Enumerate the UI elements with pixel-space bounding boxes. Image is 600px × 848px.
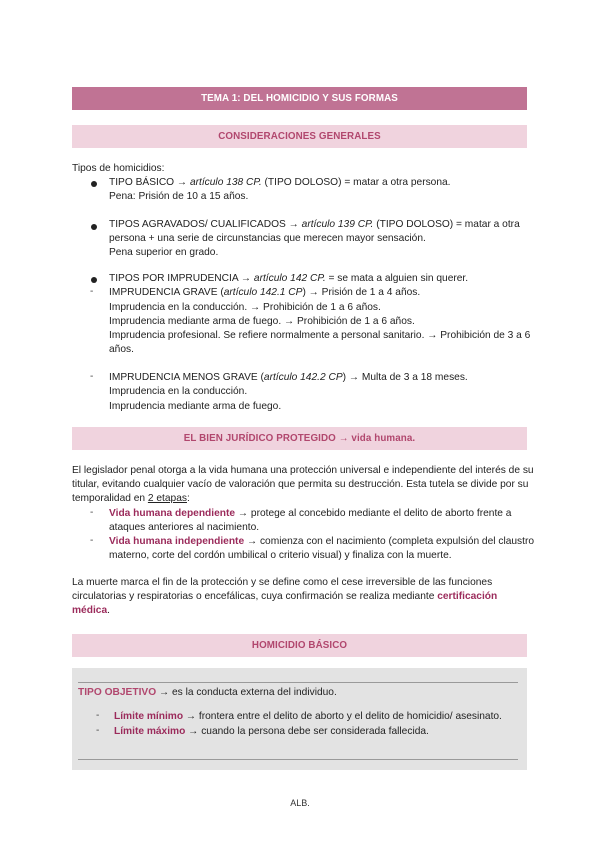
bullet-icon — [91, 224, 97, 230]
imprudencia-menos-grave: IMPRUDENCIA MENOS GRAVE (artículo 142.2 CP) → Multa de 3 a 18 meses. — [109, 372, 468, 383]
bien-juridico-p1-l3: temporalidad en 2 etapas: — [72, 493, 190, 504]
limite-minimo: Límite mínimo → frontera entre el delito de aborto y el delito de homicidio/ asesinato. — [114, 711, 502, 722]
tipos-imprudencia: TIPOS POR IMPRUDENCIA → artículo 142 CP. = se mata a alguien sin querer. — [109, 273, 469, 284]
dash-icon: - — [96, 710, 100, 721]
imprudencia-grave-l3: Imprudencia mediante arma de fuego. → Prohibición de 1 a 6 años. — [109, 316, 415, 327]
vida-dependiente-l2: ataques anteriores al nacimiento. — [109, 522, 260, 533]
muerte-p-l2: circulatorias y respiratorias o encefálicas, cuya confirmación se realiza mediante certificación — [72, 591, 498, 602]
section-title-consideraciones: CONSIDERACIONES GENERALES — [72, 125, 527, 148]
tipo-objetivo: TIPO OBJETIVO → es la conducta externa del individuo. — [78, 687, 337, 698]
limite-maximo: Límite máximo → cuando la persona debe ser considerada fallecida. — [114, 726, 429, 737]
bien-juridico-p1-l1: El legislador penal otorga a la vida humana una protección universal e independiente del interés de su — [72, 465, 534, 476]
tipos-agravados: TIPOS AGRAVADOS/ CUALIFICADOS → artículo 139 CP. (TIPO DOLOSO) = matar a otra — [109, 219, 520, 230]
vida-dependiente: Vida humana dependiente → protege al concebido mediante el delito de aborto frente a — [109, 508, 512, 519]
dash-icon: - — [90, 371, 94, 382]
tipos-agravados-pena: Pena superior en grado. — [109, 247, 219, 258]
imprudencia-grave: IMPRUDENCIA GRAVE (artículo 142.1 CP) → Prisión de 1 a 4 años. — [109, 287, 421, 298]
document-title: TEMA 1: DEL HOMICIDIO Y SUS FORMAS — [72, 87, 527, 110]
tipo-basico: TIPO BÁSICO → artículo 138 CP. (TIPO DOLOSO) = matar a otra persona. — [109, 177, 451, 188]
imprudencia-menos-grave-l3: Imprudencia mediante arma de fuego. — [109, 401, 282, 412]
vida-independiente: Vida humana independiente → comienza con el nacimiento (completa expulsión del claustro — [109, 536, 535, 547]
vida-independiente-l2: materno, corte del cordón umbilical o criterio visual) y finaliza con la muerte. — [109, 550, 452, 561]
divider — [78, 682, 518, 683]
dash-icon: - — [90, 286, 94, 297]
intro-text: Tipos de homicidios: — [72, 163, 165, 174]
imprudencia-grave-l5: años. — [109, 344, 134, 355]
footer-initials: ALB. — [290, 798, 310, 808]
muerte-p-l1: La muerte marca el fin de la protección y se define como el cese irreversible de las funciones — [72, 577, 493, 588]
tipo-basico-pena: Pena: Prisión de 10 a 15 años. — [109, 191, 249, 202]
imprudencia-menos-grave-l2: Imprudencia en la conducción. — [109, 386, 248, 397]
bullet-icon — [91, 277, 97, 283]
imprudencia-grave-l4: Imprudencia profesional. Se refiere normalmente a personal sanitario. → Prohibición de 3 a 6 — [109, 330, 531, 341]
section-title-homicidio-basico: HOMICIDIO BÁSICO — [72, 634, 527, 657]
bullet-icon — [91, 181, 97, 187]
dash-icon: - — [96, 725, 100, 736]
divider — [78, 759, 518, 760]
dash-icon: - — [90, 507, 94, 518]
tipos-agravados-l2: persona + una serie de circunstancias que merecen mayor sensación. — [109, 233, 426, 244]
dash-icon: - — [90, 535, 94, 546]
muerte-p-l3: médica. — [72, 605, 110, 616]
bien-juridico-p1-l2: titular, evitando cualquier vacío de valoración que permita su destrucción. Esta tutela se divide por su — [72, 479, 529, 490]
section-title-bien-juridico: EL BIEN JURÍDICO PROTEGIDO → vida humana. — [72, 427, 527, 450]
imprudencia-grave-l2: Imprudencia en la conducción. → Prohibición de 1 a 6 años. — [109, 302, 381, 313]
